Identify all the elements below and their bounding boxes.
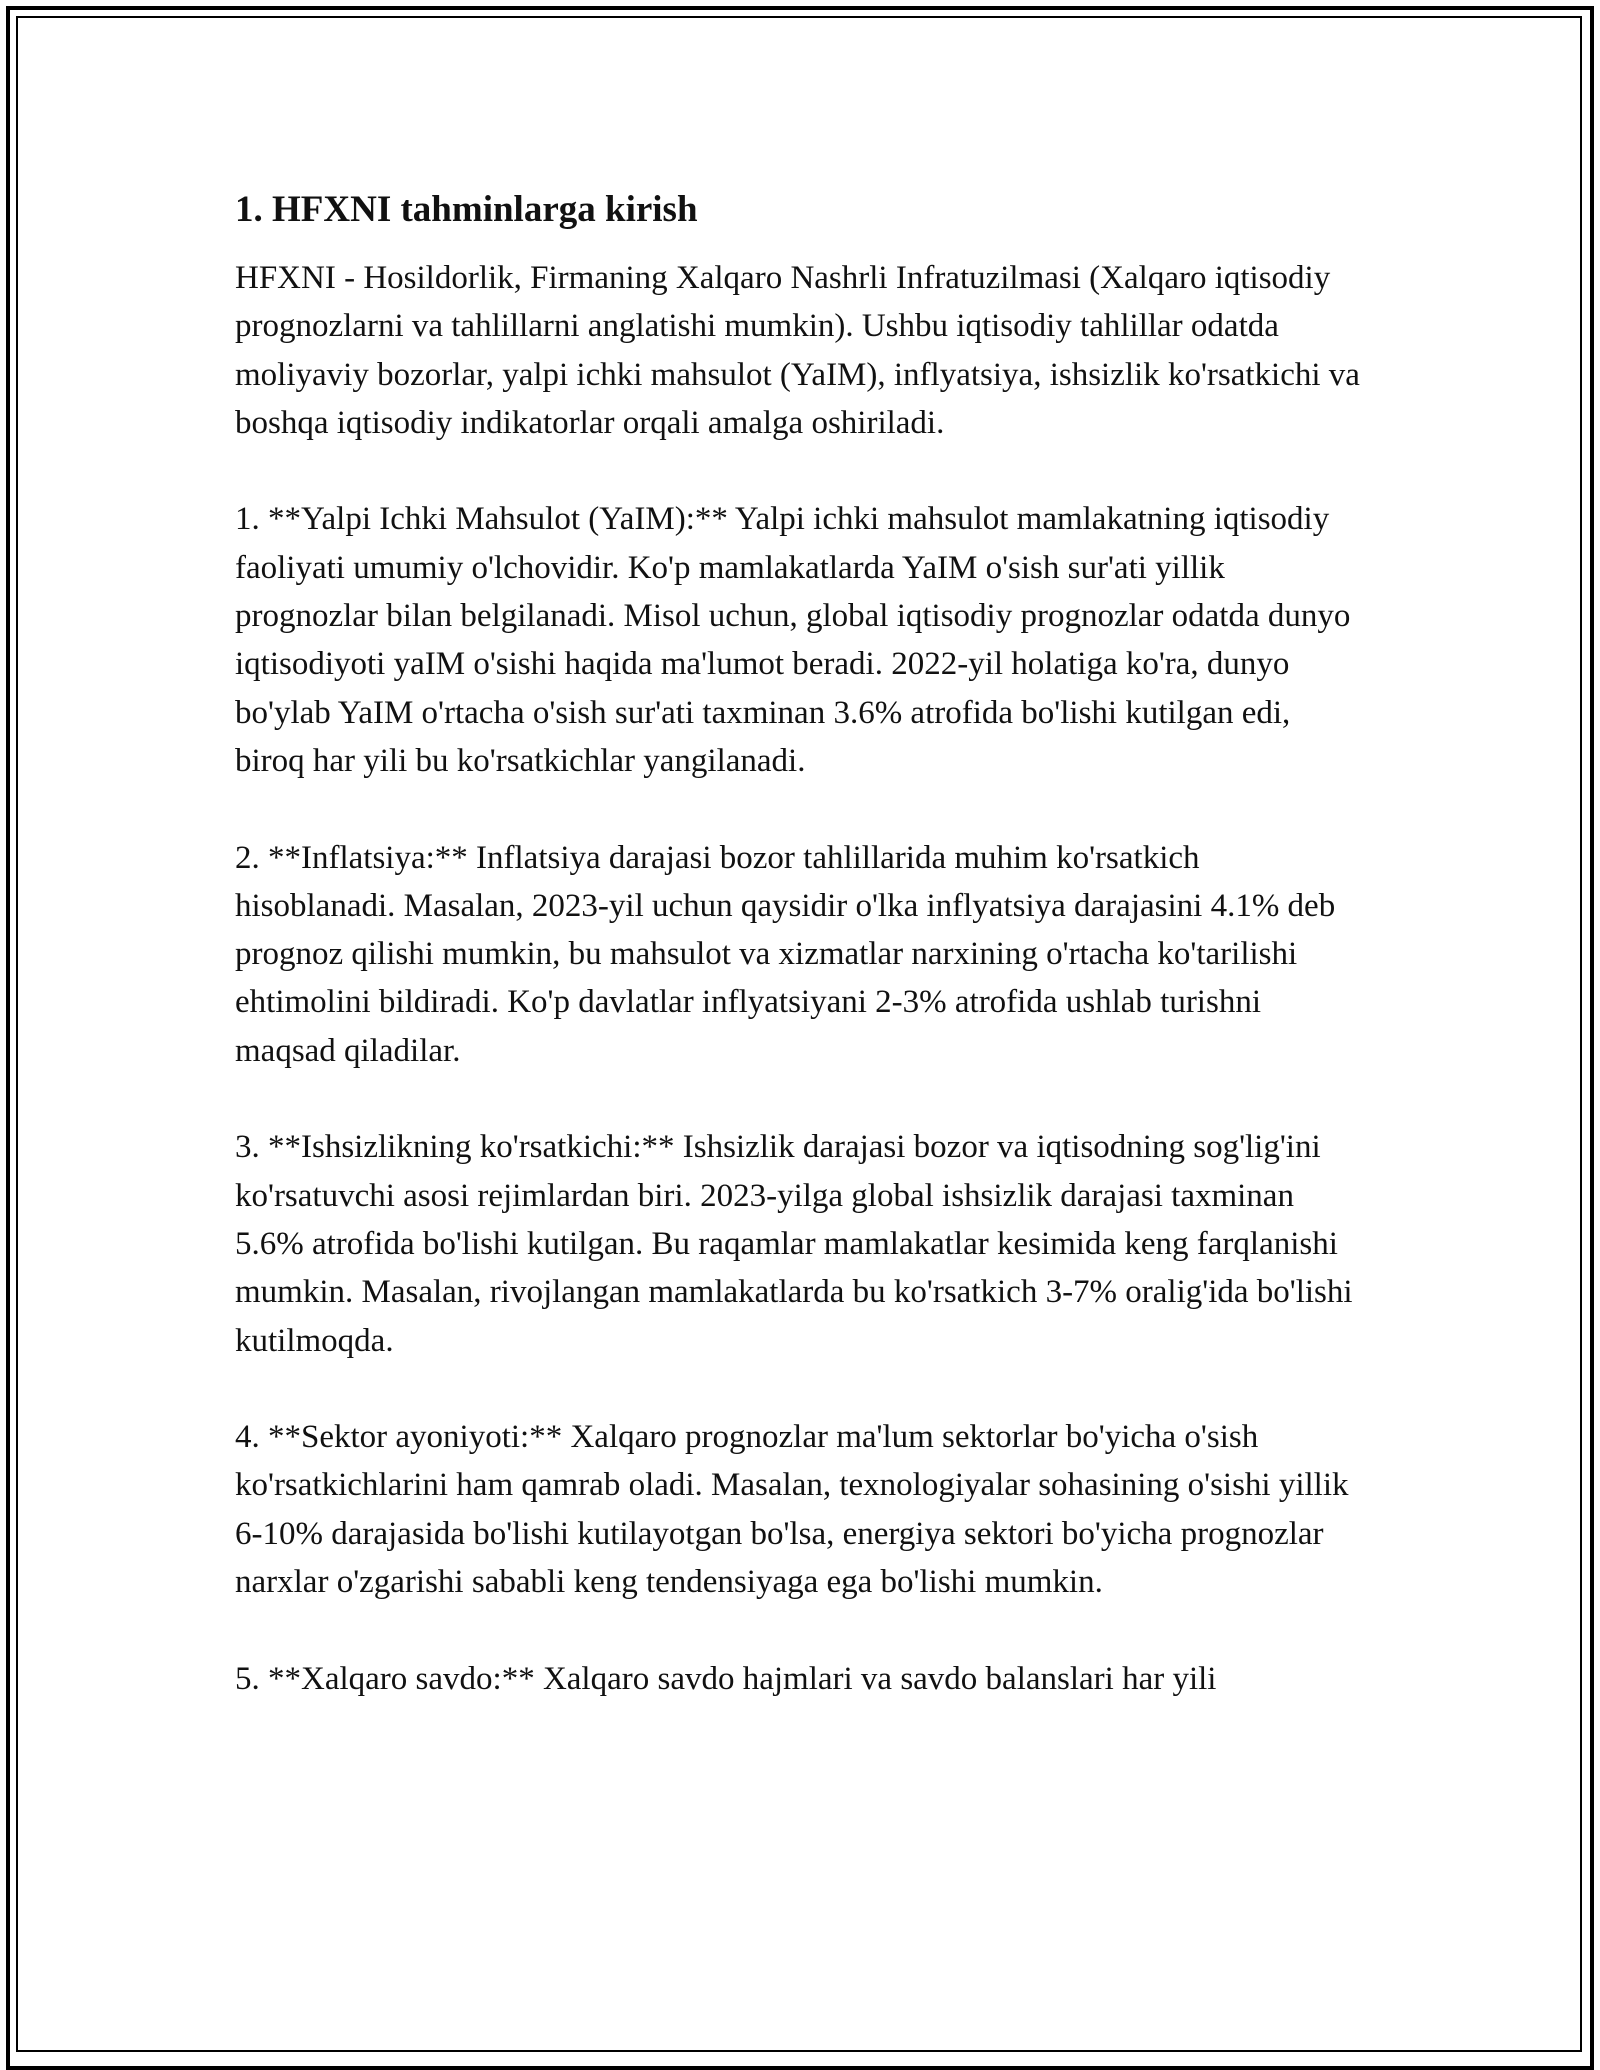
paragraph-inflation: 2. **Inflatsiya:** Inflatsiya darajasi bozor tahlillarida muhim ko'rsatkich hisoblanadi. Masalan, 2023-yil uchun qaysidir o'lka inflyatsiya darajasini 4.1% deb prognoz qilishi mumkin, bu mahsulot va xizmatlar narxining o'rtacha ko'tarilishi ehtimolini bildiradi. Ko'p davlatlar inflyatsiyani 2-3% atrofida ushlab turishni maqsad qiladilar. <box>235 839 1336 1069</box>
paragraph-gdp: 1. **Yalpi Ichki Mahsulot (YaIM):** Yalpi ichki mahsulot mamlakatning iqtisodiy faoliyati umumiy o'lchovidir. Ko'p mamlakatlarda YaIM o'sish sur'ati yillik prognozlar bilan belgilanadi. Misol uchun, global iqtisodiy prognozlar odatda dunyo iqtisodiyoti yaIM o'sishi haqida ma'lumot beradi. 2022-yil holatiga ko'ra, dunyo bo'ylab YaIM o'rtacha o'sish sur'ati taxminan 3.6% atrofida bo'lishi kutilgan edi, biroq har yili bu ko'rsatkichlar yangilanadi. <box>235 501 1351 779</box>
paragraph-trade: 5. **Xalqaro savdo:** Xalqaro savdo hajmlari va savdo balanslari har yili <box>235 1660 1217 1697</box>
paragraph-unemployment: 3. **Ishsizlikning ko'rsatkichi:** Ishsizlik darajasi bozor va iqtisodning sog'lig'ini ko'rsatuvchi asosi rejimlardan biri. 2023-yilga global ishsizlik darajasi taxminan 5.6% atrofida bo'lishi kutilgan. Bu raqamlar mamlakatlar kesimida keng farqlanishi mumkin. Masalan, rivojlangan mamlakatlarda bu ko'rsatkich 3-7% oralig'ida bo'lishi kutilmoqda. <box>235 1129 1353 1359</box>
document-body <box>235 186 1365 1751</box>
document-title: 1. HFXNI tahminlarga kirish <box>235 189 698 230</box>
paragraph-sectors: 4. **Sektor ayoniyoti:** Xalqaro prognozlar ma'lum sektorlar bo'yicha o'sish ko'rsatkichlarini ham qamrab oladi. Masalan, texnologiyalar sohasining o'sishi yillik 6-10% darajasida bo'lishi kutilayotgan bo'lsa, energiya sektori bo'yicha prognozlar narxlar o'zgarishi sababli keng tendensiyaga ega bo'lishi mumkin. <box>235 1419 1349 1601</box>
paragraph-intro: HFXNI - Hosildorlik, Firmaning Xalqaro Nashrli Infratuzilmasi (Xalqaro iqtisodiy prognozlarni va tahlillarni anglatishi mumkin). Ushbu iqtisodiy tahlillar odatda moliyaviy bozorlar, yalpi ichki mahsulot (YaIM), inflyatsiya, ishsizlik ko'rsatkichi va boshqa iqtisodiy indikatorlar orqali amalga oshiriladi. <box>235 260 1360 441</box>
